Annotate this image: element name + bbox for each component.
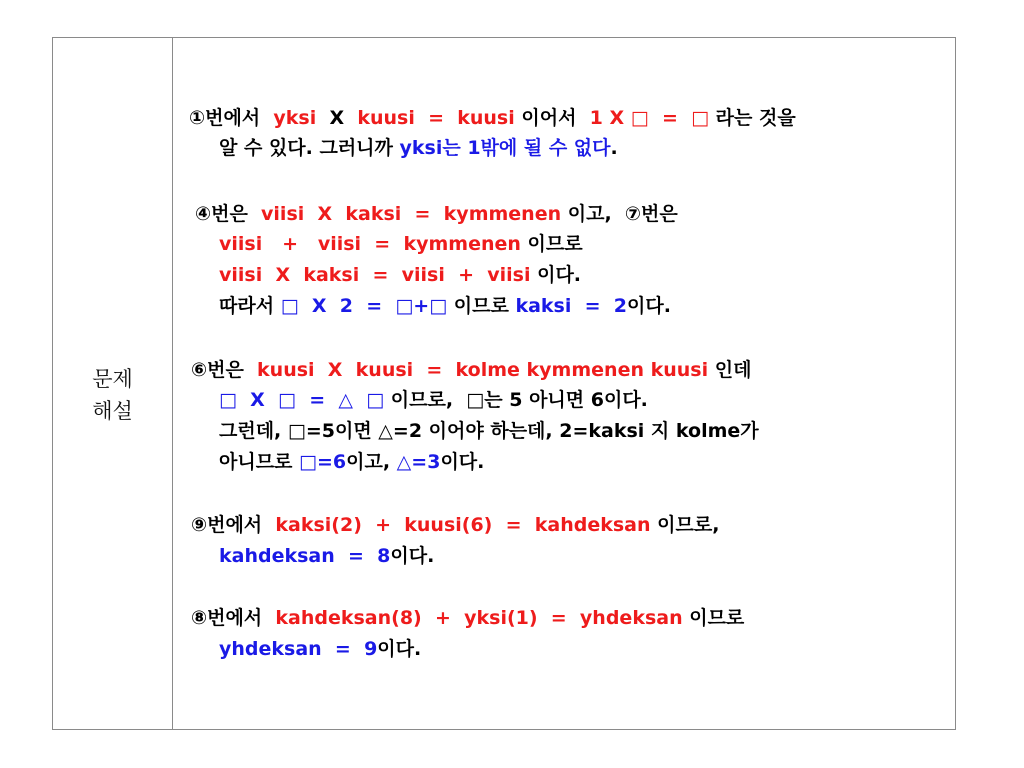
text-run: □ X □ = △ □ [219,389,385,411]
paragraph-5-line-1 [191,606,744,630]
text-run: 아니므로 [219,451,300,473]
text-run: 이어서 [514,107,584,129]
paragraph-2-line-2 [219,232,583,256]
label-cell [53,38,173,729]
text-run: viisi X kaksi = kymmenen [254,203,562,225]
paragraph-3-line-3 [219,419,759,443]
paragraph-2-line-4 [219,294,671,318]
text-run: 알 수 있다. 그러니까 [219,137,400,159]
paragraph-4-line-2 [219,544,434,568]
paragraph-3-line-4 [219,450,484,474]
paragraph-1-line-2 [219,136,618,160]
text-run: yksi는 1밖에 될 수 없다 [399,137,611,159]
text-run: 이고, ⑦번은 [561,203,678,225]
text-run: 이므로 [520,233,583,255]
text-run: ⑨번에서 [191,514,269,536]
text-run: 이므로, [650,514,720,536]
text-run: viisi X kaksi = viisi + viisi [219,264,531,286]
text-run: X [322,107,351,129]
text-run: 이므로 [682,607,745,629]
text-run: 이다. [530,264,582,286]
text-run: □ X 2 = □+□ [280,295,448,317]
text-run: 이고, [346,451,397,473]
paragraph-5-line-2 [219,637,421,661]
text-run: ⑧번에서 [191,607,269,629]
text-run: △=3 [396,451,441,473]
text-run: □=6 [299,451,347,473]
text-run: kuusi = kuusi [350,107,515,129]
paragraph-3-line-2 [219,388,648,412]
text-run: yksi [266,107,323,129]
label-line-1: 문제 [92,366,133,391]
text-run: kaksi = 2 [515,295,627,317]
text-run: yhdeksan = 9 [219,638,378,660]
explanation-table [52,37,956,730]
content-cell [173,38,955,729]
text-run: kahdeksan(8) + yksi(1) = yhdeksan [268,607,683,629]
paragraph-3-line-1 [191,358,751,382]
text-run: 그런데, □=5이면 △=2 이어야 하는데, 2=kaksi 지 kolme가 [219,420,759,442]
paragraph-2-line-3 [219,263,581,287]
text-run: 이다. [390,545,435,567]
text-run: ⑥번은 [191,359,251,381]
label-line-2: 해설 [92,398,133,423]
text-run: ④번은 [195,203,255,225]
text-run: 이므로 [447,295,516,317]
paragraph-1-line-1 [189,106,796,130]
text-run: 이다. [626,295,671,317]
text-run: kaksi(2) + kuusi(6) = kahdeksan [268,514,651,536]
text-run: 이므로, □는 5 아니면 6이다. [384,389,648,411]
text-run: 이다. [377,638,422,660]
text-run: ①번에서 [189,107,267,129]
text-run: viisi + viisi = kymmenen [219,233,521,255]
text-run: kahdeksan = 8 [219,545,391,567]
paragraph-2-line-1 [195,202,678,226]
text-run: 이다. [440,451,485,473]
text-run: 라는 것을 [709,107,796,129]
text-run: 1 X □ = □ [583,107,710,129]
text-run: 따라서 [219,295,281,317]
paragraph-4-line-1 [191,513,719,537]
text-run: kuusi X kuusi = kolme kymmenen kuusi [250,359,709,381]
text-run: 인데 [708,359,752,381]
text-run: . [610,137,618,159]
